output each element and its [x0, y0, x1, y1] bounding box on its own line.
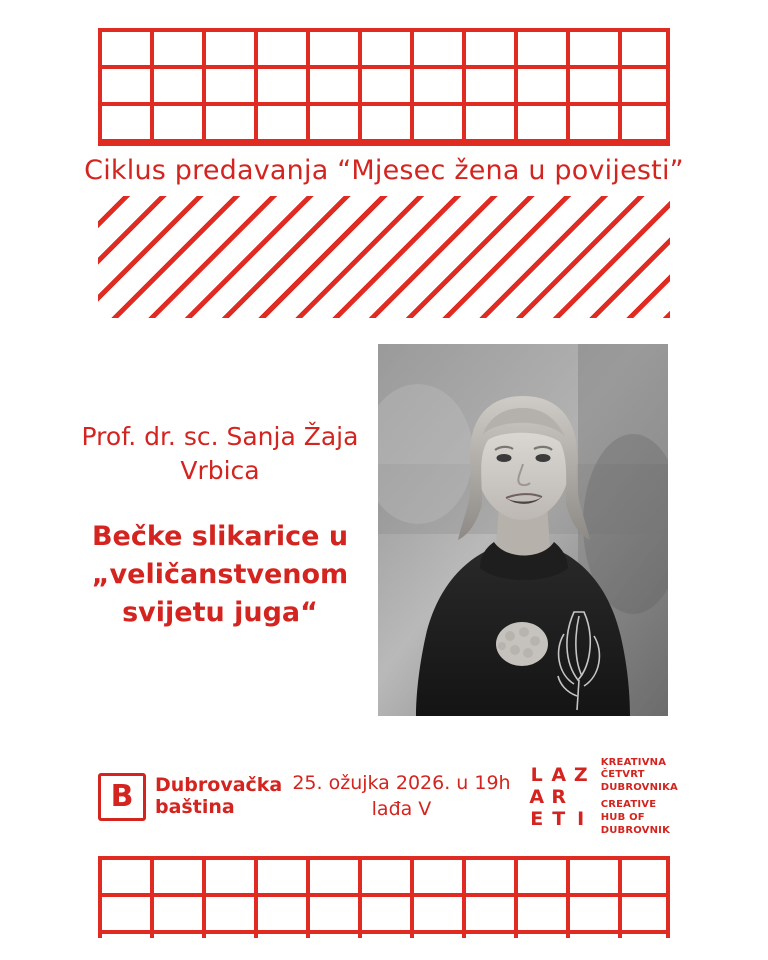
organizer-name-line-2: baština [155, 796, 235, 818]
decorative-grid-pattern-top [98, 28, 670, 146]
lazareti-letter-7: T [552, 807, 566, 830]
lazareti-letter-5: R [551, 785, 567, 808]
tagline-en-line-2: HUB OF [600, 811, 645, 823]
tagline-hr-line-2: ČETVRT [600, 769, 645, 781]
lecture-text-block [60, 420, 380, 632]
footer [98, 752, 678, 842]
lazareti-letter-1: L [530, 763, 543, 786]
lecture-title-line-2: „veličanstvenom [91, 558, 349, 590]
decorative-grid-pattern-bottom [98, 856, 670, 938]
lazareti-letter-3: Z [573, 763, 588, 786]
organizer-name-line-1: Dubrovačka [155, 774, 283, 797]
brand-mark-letter: B [110, 779, 134, 814]
tagline-en-line-1: CREATIVE [600, 799, 657, 810]
organizer-name [155, 775, 282, 819]
speaker-name: Prof. dr. sc. Sanja Žaja Vrbica [81, 422, 359, 485]
lazareti-logo [527, 757, 678, 838]
event-date-time: 25. ožujka 2026. u 19h [292, 772, 511, 795]
lazareti-letter-8: I [577, 807, 585, 830]
tagline-en-line-3: DUBROVNIK [600, 824, 671, 836]
organizer-logo [98, 773, 282, 821]
event-venue: lađa V [371, 798, 432, 820]
lecture-title [60, 518, 380, 633]
dubrovacka-bastina-mark-icon [98, 773, 146, 821]
event-details [292, 771, 510, 822]
lazareti-letter-grid [527, 765, 591, 829]
lazareti-tagline [601, 757, 678, 838]
lazareti-letter-4: A [529, 785, 545, 808]
tagline-hr-line-3: DUBROVNIKA [600, 782, 678, 794]
lazareti-letter-6: E [530, 807, 544, 830]
lazareti-letter-2: A [551, 763, 567, 786]
lecture-title-line-3: svijetu juga“ [122, 597, 318, 629]
lecture-title-line-1: Bečke slikarice u [91, 520, 349, 552]
series-title: Ciklus predavanja “Mjesec žena u povijesti” [84, 155, 684, 186]
tagline-hr-line-1: KREATIVNA [600, 756, 667, 768]
portrait-photo [378, 344, 668, 716]
decorative-diagonal-pattern [98, 196, 670, 318]
